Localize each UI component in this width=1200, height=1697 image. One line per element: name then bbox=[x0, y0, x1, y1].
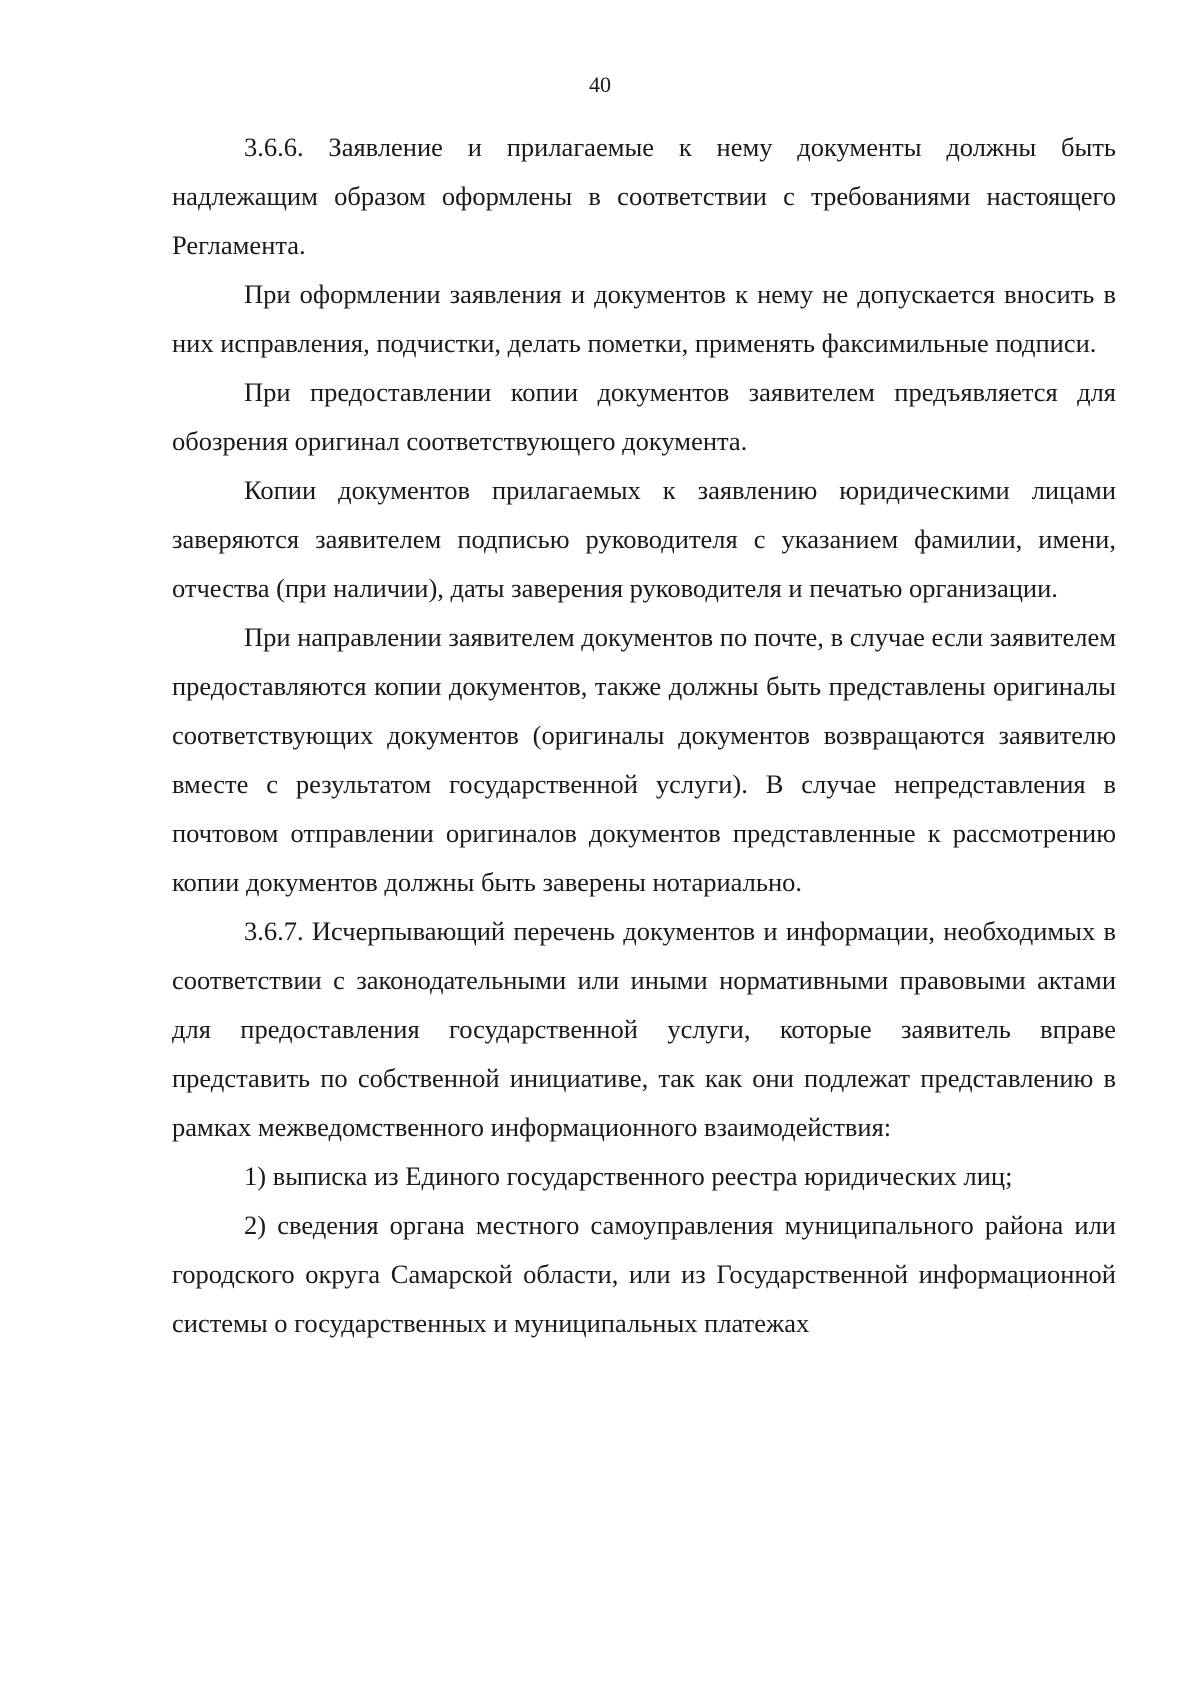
paragraph-copies-certification: Копии документов прилагаемых к заявлению юридическими лицами заверяются заявителем подписью руководителя с указанием фамилии, имени, отчества (при наличии), даты заверения руководителя и печатью организации. bbox=[172, 475, 1116, 603]
page-number: 40 bbox=[589, 72, 611, 97]
paragraph-original-document: При предоставлении копии документов заявителем предъявляется для обозрения оригинал соответствующего документа. bbox=[172, 377, 1116, 456]
paragraph-postal-submission: При направлении заявителем документов по почте, в случае если заявителем предоставляются копии документов, также должны быть представлены оригиналы соответствующих документов (оригиналы документов возвращаются заявителю вместе с результатом государственной услуги). В случае непредставления в почтовом отправлении оригиналов документов представленные к рассмотрению копии документов должны быть заверены нотариально. bbox=[172, 622, 1116, 897]
document-body bbox=[172, 123, 1116, 1348]
paragraph-no-corrections: При оформлении заявления и документов к нему не допускается вносить в них исправления, подчистки, делать пометки, применять факсимильные подписи. bbox=[172, 279, 1116, 358]
list-item-1: 1) выписка из Единого государственного реестра юридических лиц; bbox=[244, 1161, 1013, 1191]
paragraph-3-6-7: 3.6.7. Исчерпывающий перечень документов и информации, необходимых в соответствии с законодательными или иными нормативными правовыми актами для предоставления государственной услуги, которые заявитель вправе представить по собственной инициативе, так как они подлежат представлению в рамках межведомственного информационного взаимодействия: bbox=[172, 916, 1116, 1142]
paragraph-3-6-6: 3.6.6. Заявление и прилагаемые к нему документы должны быть надлежащим образом оформлены в соответствии с требованиями настоящего Регламента. bbox=[172, 132, 1116, 260]
list-item-2: 2) сведения органа местного самоуправления муниципального района или городского округа Самарской области, или из Государственной информационной системы о государственных и муниципальных платежах bbox=[172, 1210, 1116, 1338]
